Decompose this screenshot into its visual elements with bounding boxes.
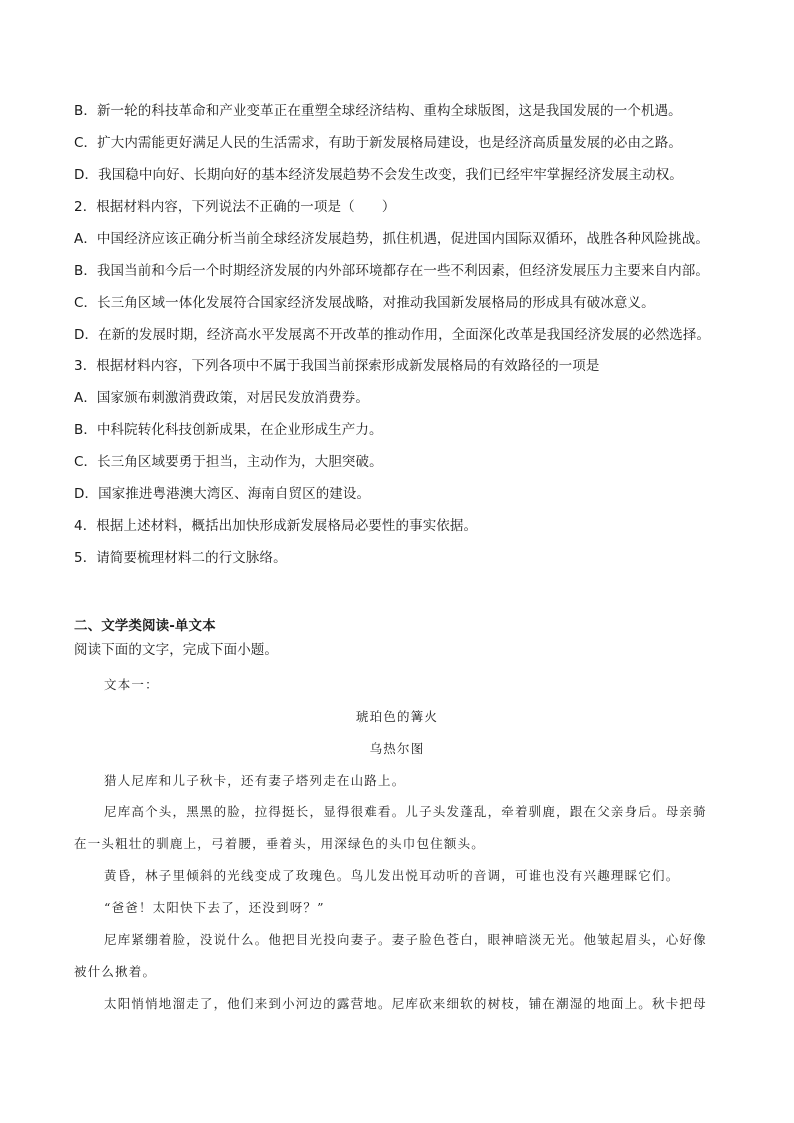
q3-option-b: B．中科院转化科技创新成果，在企业形成生产力。	[74, 422, 383, 438]
story-paragraph-cont: 在一头粗壮的驯鹿上，弓着腰，垂着头，用深绿色的头巾包住额头。	[74, 836, 486, 851]
story-title: 琥珀色的篝火	[355, 709, 439, 724]
story-paragraph: 黄昏，林子里倾斜的光线变成了玫瑰色。鸟儿发出悦耳动听的音调，可谁也没有兴趣理睬它们。	[104, 868, 680, 883]
q2-option-a: A．中国经济应该正确分析当前全球经济发展趋势，抓住机遇，促进国内国际双循环，战胜各种风险挑战。	[74, 231, 709, 247]
q2-option-d: D．在新的发展时期，经济高水平发展离不开改革的推动作用，全面深化改革是我国经济发展的必然选择。	[74, 327, 711, 343]
q5-stem: 5．请简要梳理材料二的行文脉络。	[74, 550, 287, 566]
q3-option-c: C．长三角区域要勇于担当，主动作为，大胆突破。	[74, 454, 383, 470]
section-instruction: 阅读下面的文字，完成下面小题。	[74, 642, 278, 658]
q1-option-c: C．扩大内需能更好满足人民的生活需求，有助于新发展格局建设，也是经济高质量发展的必由之路。	[74, 135, 682, 151]
story-author: 乌热尔图	[369, 741, 425, 756]
q2-stem: 2．根据材料内容，下列说法不正确的一项是（ ）	[74, 199, 396, 215]
story-paragraph-cont: 被什么揪着。	[74, 964, 157, 979]
q3-option-a: A．国家颁布刺激消费政策，对居民发放消费券。	[74, 390, 369, 406]
section-heading: 二、文学类阅读-单文本	[74, 618, 216, 634]
story-paragraph: 猎人尼库和儿子秋卡，还有妻子塔列走在山路上。	[104, 773, 406, 788]
q3-stem: 3．根据材料内容，下列各项中不属于我国当前探索形成新发展格局的有效路径的一项是	[74, 358, 600, 374]
text-label: 文本一：	[104, 677, 159, 692]
q3-option-d: D．国家推进粤港澳大湾区、海南自贸区的建设。	[74, 486, 371, 502]
story-paragraph: 尼库紧绷着脸，没说什么。他把目光投向妻子。妻子脸色苍白，眼神暗淡无光。他皱起眉头，心好像	[104, 932, 707, 947]
q1-option-b: B．新一轮的科技革命和产业变革正在重塑全球经济结构、重构全球版图，这是我国发展的一个机遇。	[74, 103, 682, 119]
story-paragraph: 太阳悄悄地溜走了，他们来到小河边的露营地。尼库砍来细软的树枝，铺在潮湿的地面上。秋卡把母	[104, 996, 707, 1011]
q1-option-d: D．我国稳中向好、长期向好的基本经济发展趋势不会发生改变，我们已经牢牢掌握经济发展主动权。	[74, 167, 683, 183]
q2-option-c: C．长三角区域一体化发展符合国家经济发展战略，对推动我国新发展格局的形成具有破冰意义。	[74, 295, 655, 311]
q2-option-b: B．我国当前和今后一个时期经济发展的内外部环境都存在一些不利因素，但经济发展压力主要来自内部。	[74, 263, 709, 279]
story-paragraph: “爸爸！太阳快下去了，还没到呀？”	[104, 900, 325, 915]
story-paragraph: 尼库高个头，黑黑的脸，拉得挺长，显得很难看。儿子头发蓬乱，牵着驯鹿，跟在父亲身后。母亲骑	[104, 804, 707, 819]
q4-stem: 4．根据上述材料，概括出加快形成新发展格局必要性的事实依据。	[74, 518, 478, 534]
